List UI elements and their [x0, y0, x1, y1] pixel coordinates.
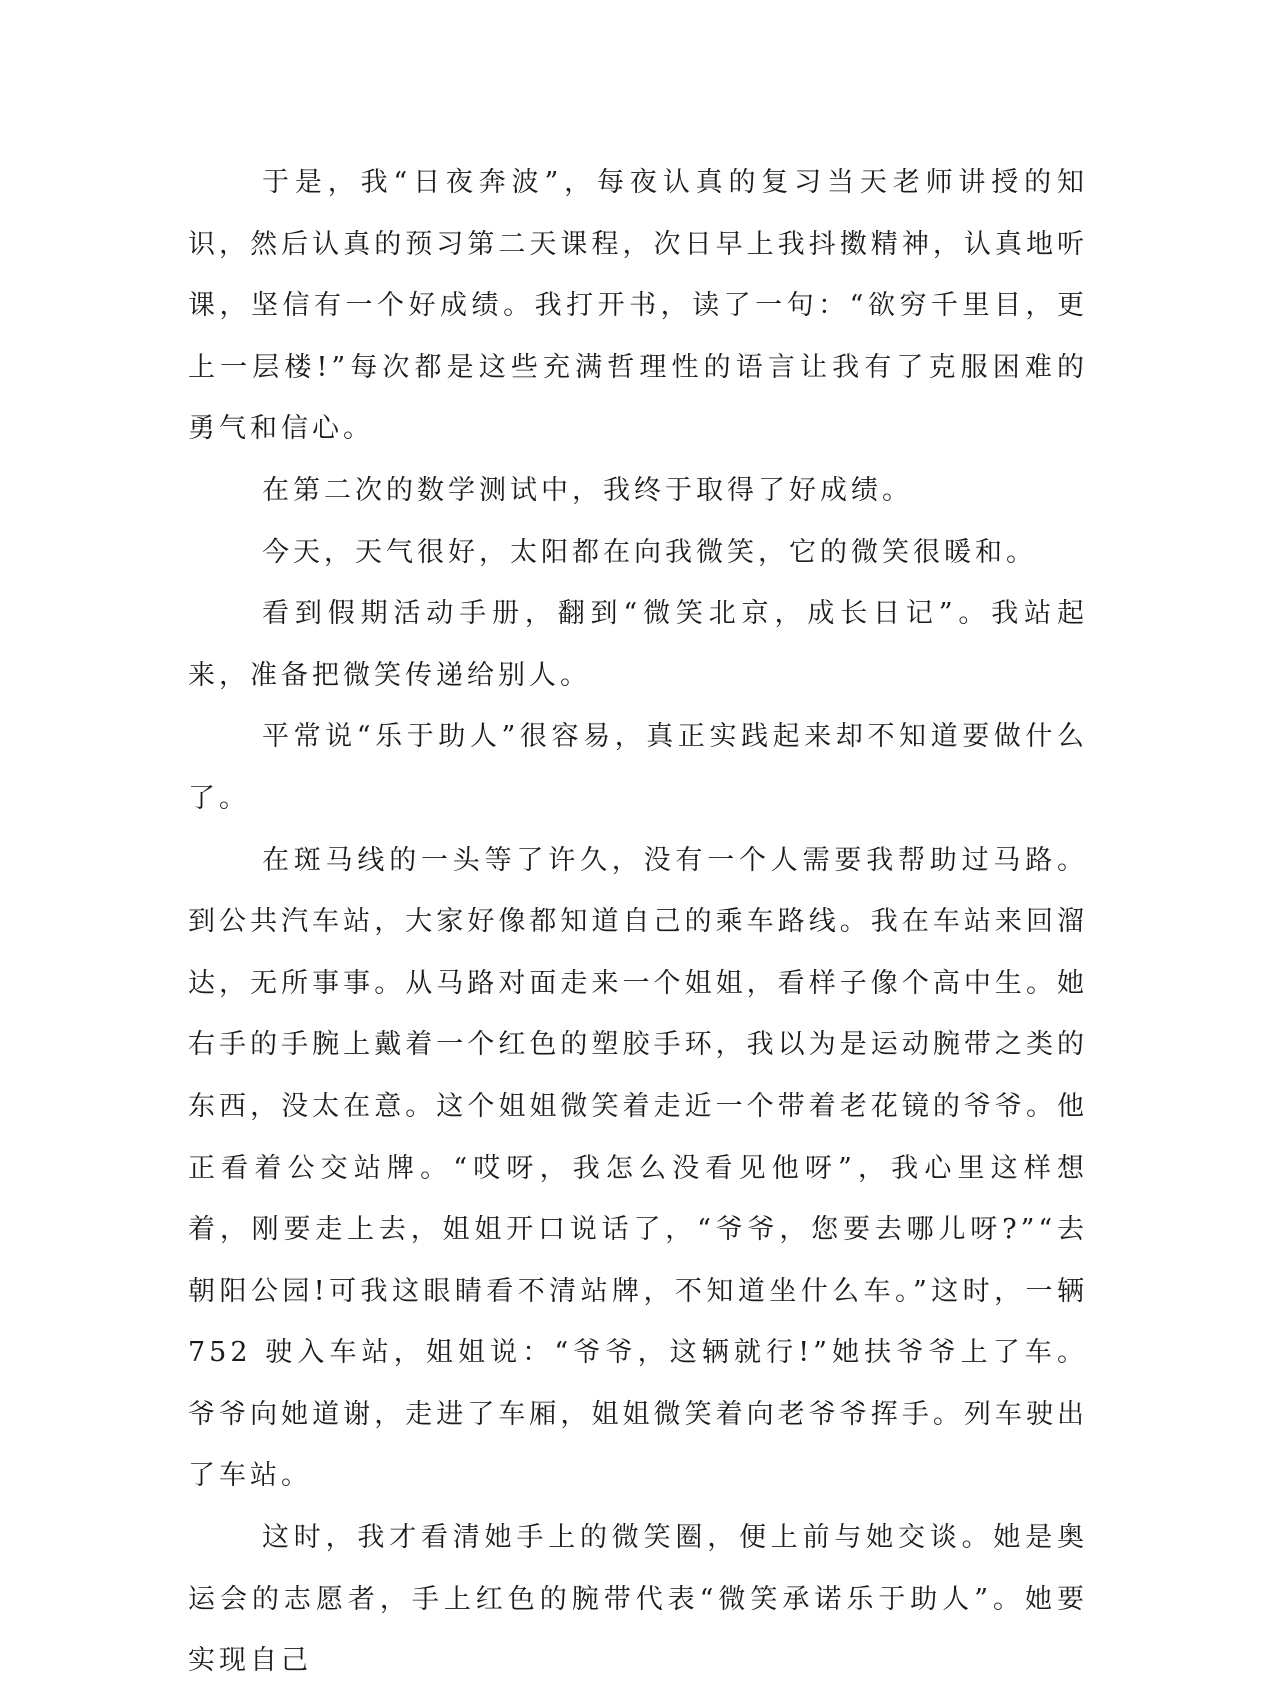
paragraph: 看到假期活动手册，翻到“微笑北京，成长日记”。我站起来，准备把微笑传递给别人。	[188, 598, 1088, 691]
paragraph: 在第二次的数学测试中，我终于取得了好成绩。	[262, 474, 913, 506]
paragraph: 今天，天气很好，太阳都在向我微笑，它的微笑很暖和。	[262, 536, 1037, 568]
paragraph: 于是，我“日夜奔波”，每夜认真的复习当天老师讲授的知识，然后认真的预习第二天课程，次日早上我抖擞精神，认真地听课，坚信有一个好成绩。我打开书，读了一句：“欲穷千里目，更上一层楼!”每次都是这些充满哲理性的语言让我有了克服困难的勇气和信心。	[188, 167, 1088, 445]
paragraph: 在斑马线的一头等了许久，没有一个人需要我帮助过马路。到公共汽车站，大家好像都知道自己的乘车路线。我在车站来回溜达，无所事事。从马路对面走来一个姐姐，看样子像个高中生。她右手的手腕上戴着一个红色的塑胶手环，我以为是运动腕带之类的东西，没太在意。这个姐姐微笑着走近一个带着老花镜的爷爷。他正看着公交站牌。“哎呀，我怎么没看见他呀”，我心里这样想着，刚要走上去，姐姐开口说话了，“爷爷，您要去哪儿呀?”“去朝阳公园!可我这眼睛看不清站牌，不知道坐什么车。”这时，一辆 752 驶入车站，姐姐说：“爷爷，这辆就行!”她扶爷爷上了车。爷爷向她道谢，走进了车厢，姐姐微笑着向老爷爷挥手。列车驶出了车站。	[188, 844, 1088, 1492]
paragraph: 平常说“乐于助人”很容易，真正实践起来却不知道要做什么了。	[188, 721, 1088, 814]
paragraph: 这时，我才看清她手上的微笑圈，便上前与她交谈。她是奥运会的志愿者，手上红色的腕带代表“微笑承诺乐于助人”。她要实现自己	[188, 1522, 1088, 1677]
document-body	[188, 152, 1088, 1692]
